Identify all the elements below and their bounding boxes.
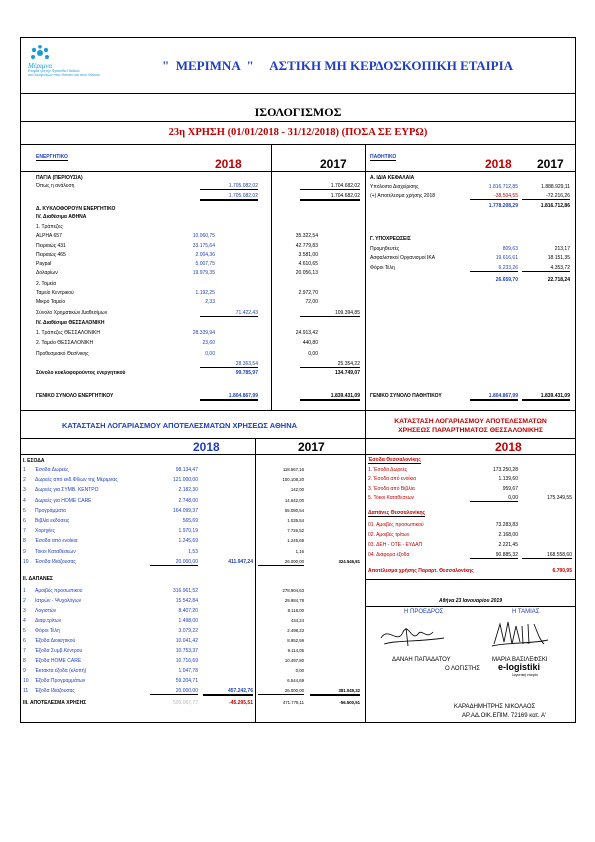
president-title: Η ΠΡΟΕΔΡΟΣ bbox=[404, 609, 444, 615]
expense-2018-value: 1.498,00 bbox=[178, 618, 198, 624]
result-2017-total: -56.500,51 bbox=[339, 700, 360, 705]
liability-2017-value: -72.216,26 bbox=[522, 193, 570, 200]
asset-2017-detail: 42.779,83 bbox=[295, 243, 318, 249]
expense-row-label: Διαφ.τρίτων bbox=[35, 618, 62, 624]
asset-2017-detail: 20.056,13 bbox=[295, 270, 318, 276]
asset-2017-detail: 440,80 bbox=[302, 340, 318, 346]
asset-2017-detail: 24.913,42 bbox=[295, 330, 318, 336]
liabilities-header: ΠΑΘΗΤΙΚΟ bbox=[370, 154, 397, 160]
asset-row-label: ΠΑΓΙΑ (ΠΕΡΙΟΥΣΙΑ) bbox=[36, 175, 83, 181]
asset-2018-detail: 5.007,75 bbox=[195, 261, 215, 267]
asset-row-label: ΓΕΝΙΚΟ ΣΥΝΟΛΟ ΕΝΕΡΓΗΤΙΚΟΥ bbox=[36, 393, 114, 399]
asset-2018-detail: 23,60 bbox=[202, 340, 215, 346]
income-2017-value: 26.000,00 bbox=[258, 559, 304, 566]
branch-expense-header: Δαπάνες Θεσσαλονίκης bbox=[368, 510, 426, 516]
asset-2018-detail: 33.175,64 bbox=[192, 243, 215, 249]
divider bbox=[20, 454, 365, 455]
asset-2018-detail: 2,33 bbox=[205, 299, 215, 305]
expense-row-label: Έξοδα Προγραμμάτων bbox=[35, 678, 86, 684]
asset-row-label: Μικρό Ταμείο bbox=[36, 299, 66, 305]
income-2017-total: 324.546,81 bbox=[338, 558, 360, 564]
asset-row-label: Paypal bbox=[36, 261, 52, 267]
asset-2018-detail: 2.004,36 bbox=[195, 252, 215, 258]
signature-date: Αθήνα 23 Ιανουαρίου 2019 bbox=[439, 598, 502, 604]
logo-subtitle-2: και Οικογενειών στον Θάνατο και στον Θάνατο bbox=[28, 73, 100, 77]
branch-year: 2018 bbox=[495, 440, 522, 454]
asset-row-label: 2. Ταμείο ΘΕΣΣΑΛΟΝΙΚΗ bbox=[36, 340, 94, 346]
accountant-title: Ο ΛΟΓΙΣΤΗΣ bbox=[445, 666, 480, 672]
asset-2017-total: 109.394,85 bbox=[300, 310, 360, 317]
expense-row-label: Αμοιβές προσωπικού bbox=[35, 588, 83, 594]
income-2018-value: 98.134,47 bbox=[175, 467, 198, 473]
liability-row-label: Ασφαλιστικοί Οργανισμοί ΙΚΑ bbox=[370, 255, 436, 261]
branch-income-label: 2. Έσοδα από ενοίκια bbox=[368, 476, 417, 483]
income-2018-total: 411.947,24 bbox=[228, 558, 253, 565]
liability-2017-value: 22.718,24 bbox=[547, 277, 570, 283]
expense-2018-value: 8.407,20 bbox=[178, 608, 198, 614]
assets-header: ΕΝΕΡΓΗΤΙΚΟ bbox=[36, 154, 68, 160]
expense-row-number: 4 bbox=[23, 618, 26, 624]
income-row-number: 10 bbox=[23, 558, 29, 565]
branch-result-value: 6.790,95 bbox=[552, 568, 572, 574]
income-row-label: Δωρεές από εκδ.Φίλων της Μέριμνας bbox=[35, 477, 118, 484]
expense-row-label: Έξοδα HOME CARE bbox=[35, 658, 82, 664]
asset-2017-detail: 72,00 bbox=[305, 299, 318, 305]
expense-2018-value: 316.961,52 bbox=[172, 588, 198, 594]
expense-2017-value: 2.498,23 bbox=[287, 628, 304, 633]
treasurer-title: Η ΤΑΜΙΑΣ bbox=[512, 609, 540, 615]
expense-2017-value: 29.984,78 bbox=[284, 598, 304, 603]
expense-2018-value: 20.000,00 bbox=[150, 688, 198, 695]
asset-2018-detail: 1.192,25 bbox=[195, 290, 215, 296]
expense-2017-value: 8.952,59 bbox=[287, 638, 304, 643]
balance-divider bbox=[365, 144, 366, 410]
expense-row-number: 2 bbox=[23, 598, 26, 604]
expense-row-label: Έξοδα Διοικητικού bbox=[35, 638, 76, 644]
income-2018-value: 20.000,00 bbox=[150, 559, 198, 566]
liability-2017-value: 1.888.929,11 bbox=[541, 184, 570, 190]
asset-row-label: Πειραιώς 431 bbox=[36, 243, 66, 249]
asset-row-label: Δολαρίων bbox=[36, 270, 58, 276]
branch-expense-value: 90.885,32 bbox=[470, 552, 518, 559]
expense-row-number: 9 bbox=[23, 668, 26, 674]
liability-2017-value: 1.839.431,09 bbox=[522, 393, 570, 401]
results-year-2017: 2017 bbox=[298, 440, 325, 454]
income-2017-value: 142,00 bbox=[290, 487, 304, 493]
income-row-number: 6 bbox=[23, 518, 26, 524]
period-subtitle: 23η ΧΡΗΣΗ (01/01/2018 - 31/12/2018) (ΠΟΣΑ ΣΕ ΕΥΡΩ) bbox=[168, 127, 428, 138]
expense-row-label: Λογιστών bbox=[35, 608, 57, 614]
expense-2017-value: 10.497,80 bbox=[284, 658, 304, 663]
liability-2017-value: 1.816.712,86 bbox=[540, 203, 570, 209]
branch-expense-value: 73.283,83 bbox=[495, 522, 518, 528]
branch-income-label: 3. Έσοδα από Βιβλία bbox=[368, 485, 415, 492]
expense-2018-value: 3.079,22 bbox=[178, 628, 198, 634]
asset-row-label: Σύνολο Χρηματικών Διαθεσίμων bbox=[36, 310, 108, 316]
income-2017-value: 55.080,54 bbox=[284, 507, 304, 513]
asset-row-label: IV. Διαθέσιμα ΑΘΗΝΑ bbox=[36, 214, 87, 220]
branch-income-total: 175.349,55 bbox=[546, 494, 572, 501]
divider bbox=[20, 144, 576, 145]
liabilities-year-2017: 2017 bbox=[537, 157, 564, 171]
asset-row-label: Προθεσμιακό Θεσ/νικης bbox=[36, 351, 89, 357]
expense-row-number: 8 bbox=[23, 658, 26, 664]
income-2018-value: 121.000,00 bbox=[172, 477, 198, 484]
liability-2018-value: 1.778.208,29 bbox=[488, 203, 518, 209]
result-label: III. ΑΠΟΤΕΛΕΣΜΑ ΧΡΗΣΗΣ bbox=[23, 700, 87, 706]
branch-title-line-2: ΧΡΗΣΕΩΣ ΠΑΡΑΡΤΗΜΑΤΟΣ ΘΕΣΣΑΛΟΝΙΚΗΣ bbox=[398, 427, 543, 434]
expense-row-number: 5 bbox=[23, 628, 26, 634]
expense-2017-value: 434,24 bbox=[290, 618, 304, 623]
income-2017-value: 1,16 bbox=[295, 548, 304, 554]
logo-title: Μέριμνα bbox=[28, 62, 53, 70]
branch-income-label: 1. Έσοδα Δωρεές bbox=[368, 467, 408, 473]
income-2017-value: 118.567,16 bbox=[282, 467, 304, 472]
asset-2018-detail: 19.979,35 bbox=[192, 270, 215, 276]
president-signature bbox=[378, 620, 448, 650]
liability-row-label: (+) Αποτέλεσμα χρήσης 2018 bbox=[370, 193, 436, 199]
income-row-label: Βιβλία εκδόσεις bbox=[35, 518, 70, 524]
asset-2018-total: 99.785,97 bbox=[235, 370, 258, 376]
liability-2018-value: 1.816.712,85 bbox=[488, 184, 518, 190]
document-title: ΙΣΟΛΟΓΙΣΜΟΣ bbox=[254, 105, 342, 119]
branch-expense-label: 04. Διάφορα έξοδα bbox=[368, 552, 410, 558]
asset-2017-total: 1.704.682,02 bbox=[300, 193, 360, 201]
branch-expense-label: 03. ΔΕΗ - ΟΤΕ - ΕΥΔΑΠ bbox=[368, 542, 423, 548]
asset-row-label: Πειραιώς 465 bbox=[36, 252, 66, 258]
asset-row-label: ALPHA 657 bbox=[36, 233, 62, 239]
brand-subtitle: λογιστική εταιρία bbox=[512, 673, 538, 677]
accountant-license: ΑΡ.ΑΔ.ΟΙΚ.ΕΠΙΜ. 72169 κατ. Α' bbox=[462, 713, 547, 719]
liability-2018-value: 1.804.867,99 bbox=[470, 393, 518, 401]
income-2017-value: 100.108,20 bbox=[282, 477, 304, 483]
income-row-number: 2 bbox=[23, 477, 26, 484]
expense-2018-value: 10.041,42 bbox=[175, 638, 198, 644]
income-row-label: Έσοδα από ενοίκια bbox=[35, 538, 78, 545]
expense-row-label: Ιατρών - Ψυχολόγων bbox=[35, 598, 82, 604]
divider bbox=[365, 454, 576, 455]
income-row-label: Έσοδα Δωρεές bbox=[35, 467, 69, 473]
branch-expense-total: 168.558,60 bbox=[522, 552, 572, 559]
expense-row-number: 3 bbox=[23, 608, 26, 614]
asset-2017-detail: 3.581,00 bbox=[298, 252, 318, 258]
liability-row-label: ΓΕΝΙΚΟ ΣΥΝΟΛΟ ΠΑΘΗΤΙΚΟΥ bbox=[370, 393, 442, 399]
income-row-number: 3 bbox=[23, 487, 26, 494]
expense-row-number: 1 bbox=[23, 588, 26, 594]
branch-expense-value: 2.168,00 bbox=[498, 532, 518, 538]
asset-row-label: IV. Διαθέσιμα ΘΕΣΣΑΛΟΝΙΚΗ bbox=[36, 320, 105, 326]
treasurer-signature bbox=[490, 618, 550, 650]
expense-row-label: Φόροι Τέλη bbox=[35, 628, 60, 634]
branch-income-value: 0,00 bbox=[470, 495, 518, 502]
liability-2018-value: 26.659,70 bbox=[495, 277, 518, 283]
asset-2017-total: 1.704.682,02 bbox=[300, 183, 360, 190]
asset-2017-detail: 4.610,65 bbox=[298, 261, 318, 267]
logo bbox=[26, 45, 126, 81]
liability-2018-value: 19.616,61 bbox=[495, 255, 518, 261]
branch-income-label: 5. Τόκοι Καταθέσεων bbox=[368, 494, 415, 501]
president-name: ΔΑΝΑΗ ΠΑΠΑΔΑΤΟΥ bbox=[392, 657, 451, 663]
income-row-number: 8 bbox=[23, 538, 26, 545]
asset-2018-total: 1.705.082,02 bbox=[200, 193, 258, 201]
expense-row-number: 10 bbox=[23, 678, 29, 684]
income-2017-value: 14.642,00 bbox=[284, 497, 304, 503]
asset-row-label: 2. Ταμεία bbox=[36, 281, 56, 287]
divider bbox=[365, 438, 576, 439]
liability-2018-value: -38.504,55 bbox=[470, 193, 518, 200]
divider bbox=[20, 121, 576, 122]
asset-2017-detail: 2.972,70 bbox=[298, 290, 318, 296]
expense-2017-value: 26.000,00 bbox=[258, 688, 304, 695]
income-row-label: Τόκοι Καταθέσεων bbox=[35, 548, 76, 555]
asset-row-label: Σύνολο κυκλοφορούντος ενεργητικού bbox=[36, 370, 126, 376]
asset-2018-total: 1.804.867,99 bbox=[200, 393, 258, 401]
income-row-number: 5 bbox=[23, 507, 26, 514]
brand-name: e-logistiki bbox=[498, 662, 541, 672]
assets-year-2017: 2017 bbox=[320, 157, 347, 171]
liability-row-label: Προμηθευτές bbox=[370, 246, 400, 252]
expense-row-label: Έξοδα Ιδιάζουσας bbox=[35, 688, 75, 694]
divider bbox=[20, 438, 365, 439]
income-row-number: 4 bbox=[23, 497, 26, 504]
expense-row-number: 7 bbox=[23, 648, 26, 654]
column-divider bbox=[271, 144, 272, 410]
liability-row-label: Φόροι Τέλη bbox=[370, 265, 395, 271]
asset-2018-total: 28.363,54 bbox=[200, 361, 258, 368]
income-row-number: 9 bbox=[23, 548, 26, 555]
asset-2018-total: 1.705.082,02 bbox=[200, 183, 258, 190]
liability-2018-value: 6.233,26 bbox=[470, 265, 518, 272]
expense-2018-value: 59.204,71 bbox=[175, 678, 198, 684]
expense-2018-value: 10.716,69 bbox=[175, 658, 198, 664]
income-2017-value: 1.035,54 bbox=[287, 518, 304, 523]
income-row-label: Δωρεές για HOME CARE bbox=[35, 497, 92, 504]
liability-2017-value: 18.151,35 bbox=[547, 255, 570, 261]
expense-2018-value: 15.542,84 bbox=[175, 598, 198, 604]
income-row-number: 7 bbox=[23, 528, 26, 535]
income-2018-value: 2.182,30 bbox=[178, 487, 198, 494]
income-2017-value: 1.245,69 bbox=[287, 538, 304, 544]
asset-row-label: Ταμείο Κεντρικού bbox=[36, 290, 74, 296]
branch-title-line-1: ΚΑΤΑΣΤΑΣΗ ΛΟΓΑΡΙΑΣΜΟΥ ΑΠΟΤΕΛΕΣΜΑΤΩΝ bbox=[394, 418, 547, 425]
income-header: I. ΕΣΟΔΑ bbox=[23, 458, 45, 464]
income-2018-value: 164.099,37 bbox=[172, 507, 198, 514]
results-year-2018: 2018 bbox=[193, 440, 220, 454]
asset-2017-detail: 0,00 bbox=[308, 351, 318, 357]
expense-2017-total: 381.049,32 bbox=[310, 688, 360, 696]
liability-row-label: Υπόλοιπο Διαχείρισης bbox=[370, 184, 419, 190]
asset-row-label: 1. Τράπεζες ΘΕΣΣΑΛΟΝΙΚΗ bbox=[36, 330, 100, 336]
income-2018-value: 1.970,19 bbox=[178, 528, 198, 535]
asset-2017-total: 1.839.431,09 bbox=[300, 393, 360, 401]
divider bbox=[20, 410, 576, 411]
liability-2018-value: 809,63 bbox=[502, 246, 518, 252]
branch-expense-value: 2.221,45 bbox=[498, 542, 518, 548]
asset-row-label: Δ. ΚΥΚΛΟΦΟΡΟΥΝ ΕΝΕΡΓΗΤΙΚΟ bbox=[36, 206, 116, 212]
asset-2018-detail: 10.060,75 bbox=[192, 233, 215, 239]
organization-name: " ΜΕΡΙΜΝΑ " ΑΣΤΙΚΗ ΜΗ ΚΕΡΔΟΣΚΟΠΙΚΗ ΕΤΑΙΡΙΑ bbox=[162, 58, 514, 73]
expense-row-label: Έξοδα Συμβ.Κέντρου bbox=[35, 648, 83, 654]
branch-income-header: Έσοδα Θεσσαλονίκης bbox=[368, 457, 421, 463]
expense-2017-value: 6.544,69 bbox=[287, 678, 304, 683]
accountant-stamp bbox=[498, 662, 560, 684]
column-divider bbox=[255, 438, 256, 723]
liability-row-label: Γ. ΥΠΟΧΡΕΩΣΕΙΣ bbox=[370, 236, 411, 242]
divider bbox=[20, 171, 576, 172]
income-row-label: Έσοδα Ιδιάζουσας bbox=[35, 558, 76, 565]
expense-row-number: 6 bbox=[23, 638, 26, 644]
result-2018-detail: 505.067,77 bbox=[172, 700, 198, 706]
divider bbox=[365, 579, 576, 580]
asset-2017-total: 25.354,22 bbox=[300, 361, 360, 368]
asset-2018-detail: 28.339,94 bbox=[192, 330, 215, 336]
results-divider bbox=[365, 410, 366, 723]
asset-2018-detail: 0,00 bbox=[205, 351, 215, 357]
asset-2017-detail: 35.322,54 bbox=[295, 233, 318, 239]
treasurer-name: ΜΑΡΙΑ ΒΑΣΙΛΕΦΣΚΙ bbox=[492, 657, 548, 663]
income-2018-value: 1,53 bbox=[188, 548, 198, 555]
income-2018-value: 2.748,00 bbox=[178, 497, 198, 504]
expense-2017-value: 8.118,00 bbox=[287, 608, 304, 613]
branch-result-label: Αποτέλεσμα χρήσης Παραρτ. Θεσσαλονίκης bbox=[368, 568, 474, 574]
expense-2017-value: 278.904,63 bbox=[282, 588, 304, 593]
income-2017-value: 7.726,52 bbox=[287, 528, 304, 534]
result-2018-total: -45.295,51 bbox=[229, 700, 253, 706]
divider bbox=[365, 606, 576, 607]
expense-2018-total: 457.242,76 bbox=[203, 688, 253, 696]
results-title: ΚΑΤΑΣΤΑΣΗ ΛΟΓΑΡΙΑΣΜΟΥ ΑΠΟΤΕΛΕΣΜΑΤΩΝ ΧΡΗΣΕΩΣ ΑΘΗΝΑ bbox=[62, 421, 298, 430]
liabilities-year-2018: 2018 bbox=[485, 157, 512, 171]
branch-income-value: 959,67 bbox=[502, 485, 518, 492]
branch-income-value: 173.250,28 bbox=[492, 467, 518, 473]
income-row-label: Χορηγίες bbox=[35, 528, 55, 535]
liability-2017-value: 213,17 bbox=[554, 246, 570, 252]
asset-row-label: Όπως η ανάλυση bbox=[36, 183, 75, 189]
asset-2018-total: 71.422,43 bbox=[200, 310, 258, 317]
expense-2017-value: 0,00 bbox=[295, 668, 304, 673]
expense-2018-value: 10.753,37 bbox=[175, 648, 198, 654]
liability-row-label: Α. ΙΔΙΑ ΚΕΦΑΛΑΙΑ bbox=[370, 175, 415, 181]
branch-expense-label: 01. Αμοιβές προσωπικού bbox=[368, 522, 424, 528]
income-2018-value: 1.245,69 bbox=[178, 538, 198, 545]
expense-2017-value: 9.114,05 bbox=[287, 648, 304, 653]
income-row-label: Προγράμματα bbox=[35, 507, 66, 514]
expense-2018-value: 1.047,78 bbox=[178, 668, 198, 674]
divider bbox=[20, 93, 576, 94]
assets-year-2018: 2018 bbox=[215, 157, 242, 171]
liability-2017-value: 4.353,72 bbox=[522, 265, 570, 272]
logo-subtitle-1: Εταιρία για την Φροντίδα Παιδιών bbox=[28, 69, 80, 73]
asset-2017-total: 134.749,07 bbox=[334, 370, 360, 376]
asset-row-label: 1. Τράπεζες bbox=[36, 224, 63, 230]
expense-header: II. ΔΑΠΑΝΕΣ bbox=[23, 576, 53, 582]
income-row-number: 1 bbox=[23, 467, 26, 473]
expense-row-label: Έκτακτα έξοδα (κλοπή) bbox=[35, 668, 87, 674]
expense-row-number: 11 bbox=[23, 688, 29, 694]
branch-income-value: 1.139,60 bbox=[498, 476, 518, 483]
branch-expense-label: 02. Αμοιβές τρίτων bbox=[368, 532, 410, 538]
result-2017-detail: 471.778,11 bbox=[282, 700, 304, 705]
income-row-label: Δωρεές για ΣΥΜΒ. ΚΕΝΤΡΟ bbox=[35, 487, 99, 494]
income-2018-value: 565,69 bbox=[182, 518, 198, 524]
accountant-name: ΚΑΡΑΔΗΜΗΤΡΗΣ ΝΙΚΟΛΑΟΣ bbox=[454, 704, 536, 710]
